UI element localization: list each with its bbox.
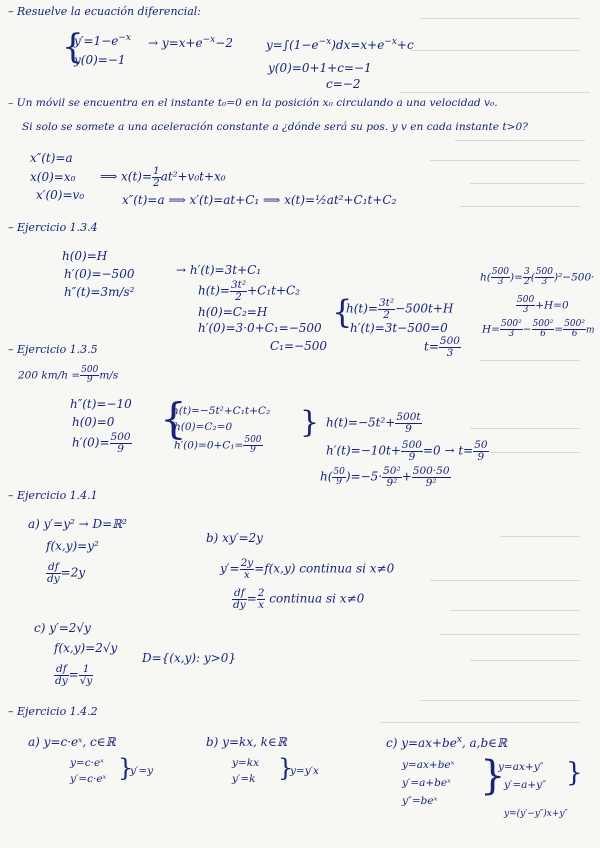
part-a-family: a) y=c·eˣ, c∈ℝ xyxy=(28,735,116,749)
part-a-y: y=c·eˣ xyxy=(70,757,104,769)
part-c-family: c) $y=ax+be^x$, a,b∈ℝ xyxy=(386,735,508,750)
system-brace: { xyxy=(332,293,353,331)
close-brace: } xyxy=(300,405,320,440)
height-initial: h(0)=0 xyxy=(72,415,115,429)
section-title-resuelve: – Resuelve la ecuación diferencial: xyxy=(8,5,201,18)
part-c-yprime: y′=a+beˣ xyxy=(402,777,451,789)
problem-statement-line-2: Si solo se somete a una aceleración constante a ¿dónde será su pos. y v en cada instante t>0? xyxy=(22,121,528,133)
acceleration-gravity: h″(t)=−10 xyxy=(70,397,132,411)
position-result: ⟹ x(t)= $\frac{1}{2}$ at²+v₀t+x₀ xyxy=(100,165,226,189)
part-b-ode: y=y′x xyxy=(290,765,319,777)
exercise-title-1-3-4: – Ejercicio 1.3.4 xyxy=(8,221,98,234)
part-b-y: y=kx xyxy=(232,757,260,769)
height-initial: h(0)=H xyxy=(62,249,108,263)
part-a-derivative: $\frac{df}{dy}$ =2y xyxy=(47,561,86,585)
equation-line: $y'=1-e^{-x}$ xyxy=(74,33,131,48)
part-c-y: y=ax+beˣ xyxy=(402,759,455,771)
part-b-yprime: y′=k xyxy=(232,773,256,785)
close-brace: } xyxy=(480,753,506,799)
velocity-general: → h′(t)=3t+C₁ xyxy=(176,263,262,277)
part-b-function: y′= $\frac{2y}{x}$ =f(x,y) continua si x≠0 xyxy=(220,557,395,581)
part-b-derivative: $\frac{df}{dy}$ = $\frac{2}{x}$ continua si x≠0 xyxy=(233,587,365,611)
part-a-function: f(x,y)=y² xyxy=(46,539,99,553)
constant-c1: C₁=−500 xyxy=(270,339,328,353)
initial-position: x(0)=x₀ xyxy=(30,170,76,184)
constant-value: c=−2 xyxy=(326,77,361,91)
height-general: h(t)=−5t²+C₁t+C₂ xyxy=(172,405,271,417)
velocity-initial: h′(0)=−500 xyxy=(64,267,135,281)
part-b-equation: b) xy′=2y xyxy=(206,531,263,545)
part-c-ysecond: y″=beˣ xyxy=(402,795,438,807)
part-c-subst-1: y=ax+y″ xyxy=(498,761,544,773)
close-brace: } xyxy=(566,758,583,788)
initial-condition: y(0)=−1 xyxy=(74,53,126,67)
height-at-top: h( $\frac{500}{3}$ )= $\frac{3}{2}$ ( $\frac{500}{3}$ )²−500· xyxy=(480,267,595,287)
integration-chain: x″(t)=a ⟹ x′(t)=at+C₁ ⟹ x(t)=½at²+C₁t+C₂ xyxy=(122,193,397,207)
constant-c2: h(0)=C₂=H xyxy=(198,305,268,319)
exercise-title-1-4-1: – Ejercicio 1.4.1 xyxy=(8,489,98,502)
constant-c1: h′(0)=0+C₁= $\frac{500}{9}$ xyxy=(174,435,262,455)
height-solution: h(t)=−5t²+ $\frac{500t}{9}$ xyxy=(326,411,421,435)
acceleration-eq: x″(t)=a xyxy=(30,151,73,165)
height-at-top-cont: $\frac{500}{3}$ +H=0 xyxy=(517,295,569,315)
acceleration-given: h″(t)=3m/s² xyxy=(64,285,135,299)
integral-line: $y=\int(1-e^{-x})dx=x+e^{-x}+c$ xyxy=(266,37,414,52)
solution-line: → $y=x+e^{-x}-2$ xyxy=(148,35,233,50)
max-height-result: H= $\frac{\text{500²}}{3}$ − $\frac{\text{500²}}{6}$ = $\frac{\text{500²}}{6}$ m xyxy=(482,319,595,339)
initial-velocity: x′(0)=v₀ xyxy=(36,188,85,202)
part-c-function: f(x,y)=2√y xyxy=(54,641,118,655)
part-c-domain: D={(x,y): y>0} xyxy=(142,651,236,665)
exercise-title-1-4-2: – Ejercicio 1.4.2 xyxy=(8,705,98,718)
system-brace: { xyxy=(160,394,187,443)
part-a-equation: a) y′=y² → D=ℝ² xyxy=(28,517,127,531)
part-b-family: b) y=kx, k∈ℝ xyxy=(206,735,287,749)
part-a-yprime: y′=c·eˣ xyxy=(70,773,107,785)
constant-line: y(0)=0+1+c=−1 xyxy=(268,61,372,75)
velocity-initial: h′(0)= $\frac{500}{9}$ xyxy=(72,431,131,455)
part-c-derivative: $\frac{df}{dy}$ = $\frac{1}{√y}$ xyxy=(55,663,93,687)
close-brace: } xyxy=(118,754,134,782)
close-brace: } xyxy=(278,754,294,782)
constant-c1-eq: h′(0)=3·0+C₁=−500 xyxy=(198,321,322,335)
velocity-zero: h′(t)=−10t+ $\frac{500}{9}$ =0 → t= $\frac{50}{9}$ xyxy=(326,439,488,463)
problem-statement-line-1: – Un móvil se encuentra en el instante t₀=0 en la posición x₀ circulando a una velocidad v₀. xyxy=(8,97,498,109)
time-at-top: t= $\frac{500}{3}$ xyxy=(424,335,460,359)
height-solution: h(t)= $\frac{\text{3t²}}{2}$ −500t+H xyxy=(346,297,454,321)
height-general: h(t)= $\frac{\text{3t²}}{2}$ +C₁t+C₂ xyxy=(198,279,300,303)
part-c-subst-2: y′=a+y″ xyxy=(504,779,547,791)
max-height: h( $\frac{50}{9}$ )=−5· $\frac{\text{50²}}{\text{9²}}$ + $\frac{500\cdot 50}{\text{9²}}$ xyxy=(320,465,450,489)
exercise-title-1-3-5: – Ejercicio 1.3.5 xyxy=(8,343,98,356)
part-a-ode: y′=y xyxy=(130,765,154,777)
speed-conversion: 200 km/h = $\frac{500}{9}$ m/s xyxy=(18,365,119,385)
system-brace: { xyxy=(62,27,84,67)
part-c-ode: y=(y′−y″)x+y″ xyxy=(504,809,568,819)
constant-c2: h(0)=C₂=0 xyxy=(174,421,233,433)
part-c-equation: c) y′=2√y xyxy=(34,621,91,635)
velocity-zero: h′(t)=3t−500=0 xyxy=(350,321,448,335)
